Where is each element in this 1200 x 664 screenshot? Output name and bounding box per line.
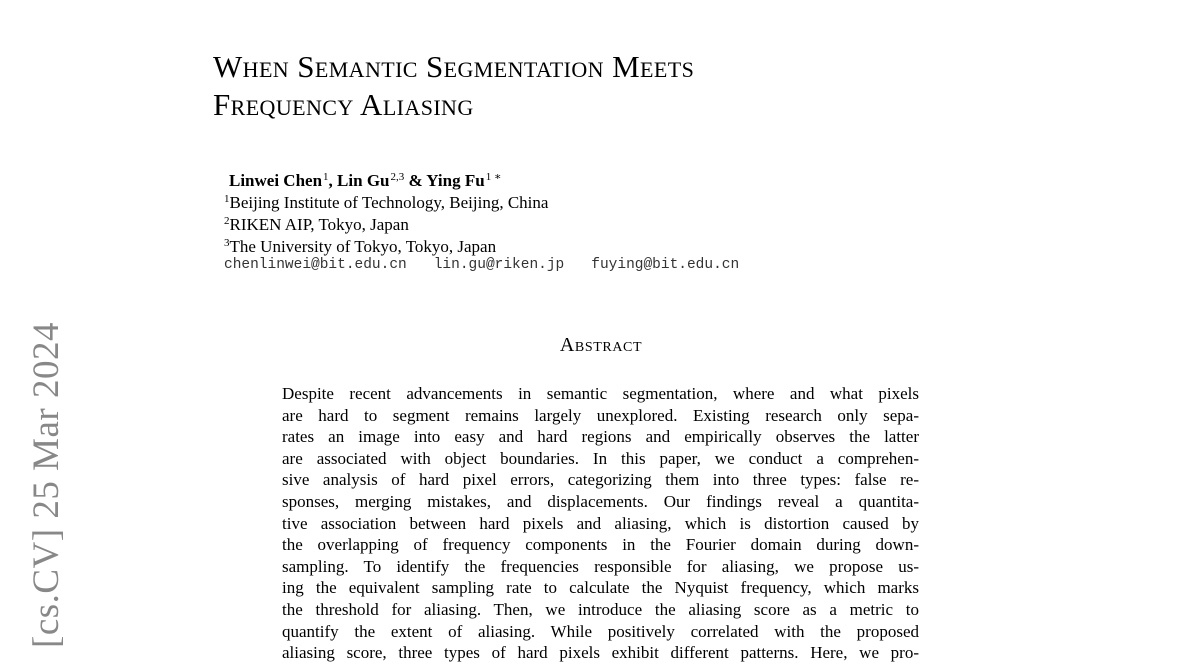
author-name: Lin Gu	[337, 171, 390, 190]
author-affiliation-mark: 1	[323, 171, 329, 183]
affiliation-mark: 2	[224, 215, 230, 227]
abstract-line: sampling. To identify the frequencies responsible for aliasing, we propose us-	[282, 556, 919, 576]
email-link[interactable]: chenlinwei@bit.edu.cn	[224, 257, 407, 273]
abstract-line: quantify the extent of aliasing. While positively correlated with the proposed	[282, 621, 919, 641]
affiliation-text: The University of Tokyo, Tokyo, Japan	[229, 237, 497, 256]
abstract-line: are hard to segment remains largely unexplored. Existing research only sepa-	[282, 405, 919, 425]
author-separator: &	[404, 171, 427, 190]
abstract-line: sive analysis of hard pixel errors, categorizing them into three types: false re-	[282, 470, 919, 490]
abstract-line: Despite recent advancements in semantic segmentation, where and what pixels	[282, 384, 919, 403]
abstract-line: the overlapping of frequency components in the Fourier domain during down-	[282, 535, 919, 555]
abstract-heading-text: Abstract	[559, 334, 643, 356]
affiliation-3	[224, 232, 496, 258]
author-emails	[224, 257, 766, 273]
author-name: Linwei Chen	[229, 171, 323, 190]
email-link[interactable]: lin.gu@riken.jp	[433, 257, 565, 273]
abstract-line: ing the equivalent sampling rate to calculate the Nyquist frequency, which marks	[282, 578, 919, 598]
abstract-line: are associated with object boundaries. In this paper, we conduct a comprehen-	[282, 448, 919, 468]
author-affiliation-mark: 1 ∗	[485, 171, 502, 183]
author-separator: ,	[328, 171, 338, 190]
abstract-line: tive association between hard pixels and aliasing, which is distortion caused by	[282, 513, 919, 533]
author-name: Ying Fu	[426, 171, 485, 190]
arxiv-side-stamp: [cs.CV] 25 Mar 2024	[26, 321, 67, 648]
affiliation-text: Beijing Institute of Technology, Beijing, China	[229, 193, 549, 212]
abstract-line: sponses, merging mistakes, and displacements. Our findings reveal a quantita-	[282, 491, 919, 511]
abstract-line: aliasing score, three types of hard pixels exhibit different patterns. Here, we pro-	[282, 643, 919, 663]
affiliation-mark: 3	[224, 237, 230, 249]
abstract-line: rates an image into easy and hard regions and empirically observes the latter	[282, 427, 919, 447]
author-affiliation-mark: 2,3	[390, 171, 405, 183]
title-line-2: Frequency Aliasing	[213, 87, 474, 122]
title-line-1: When Semantic Segmentation Meets	[213, 49, 695, 84]
abstract-body	[282, 383, 919, 664]
abstract-heading	[0, 334, 1200, 357]
affiliation-text: RIKEN AIP, Tokyo, Japan	[229, 215, 409, 234]
email-link[interactable]: fuying@bit.edu.cn	[591, 257, 740, 273]
affiliation-mark: 1	[224, 193, 230, 205]
abstract-line: the threshold for aliasing. Then, we introduce the aliasing score as a metric to	[282, 599, 919, 619]
paper-title	[213, 48, 694, 124]
